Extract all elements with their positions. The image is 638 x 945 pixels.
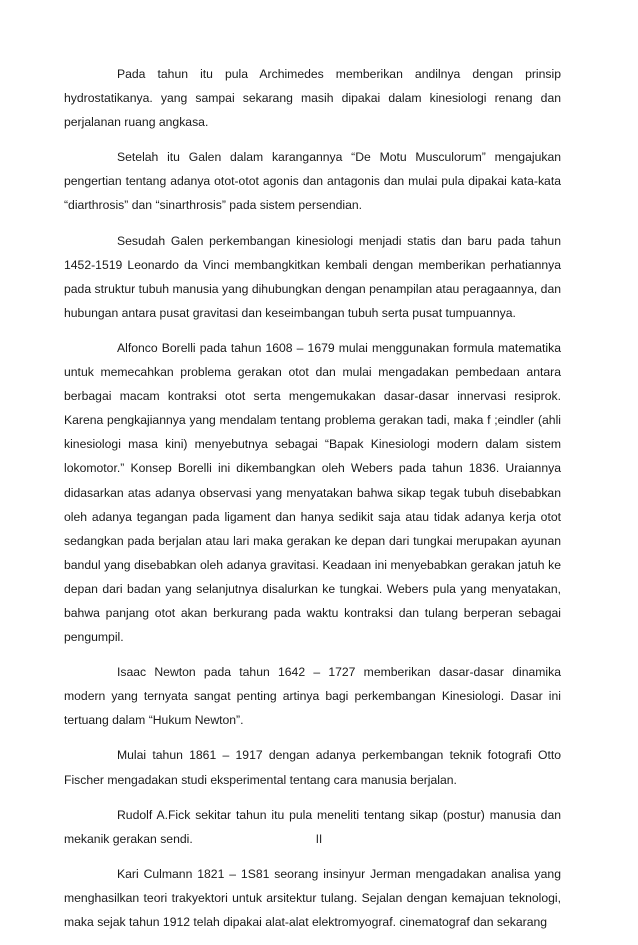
page-number: II xyxy=(315,834,323,846)
paragraph-leonardo: Sesudah Galen perkembangan kinesiologi menjadi statis dan baru pada tahun 1452-1519 Leonardo da Vinci membangkitkan kembali dengan memberikan perhatiannya pada struktur tubuh manusia yang dihubungkan dengan penampilan atau peragaannya, dan hubungan antara pusat gravitasi dan keseimbangan tubuh serta pusat tumpuannya. xyxy=(64,233,561,320)
document-body xyxy=(64,62,561,945)
paragraph-fischer: Mulai tahun 1861 – 1917 dengan adanya perkembangan teknik fotografi Otto Fischer mengadakan studi eksperimental tentang cara manusia berjalan. xyxy=(64,748,561,787)
paragraph-newton: Isaac Newton pada tahun 1642 – 1727 memberikan dasar-dasar dinamika modern yang ternyata sangat penting artinya bagi perkembangan Kinesiologi. Dasar ini tertuang dalam “Hukum Newton”. xyxy=(64,665,561,728)
paragraph-fick: Rudolf A.Fick sekitar tahun itu pula meneliti tentang sikap (postur) manusia dan mekanik gerakan sendi. xyxy=(64,807,561,846)
paragraph-borelli: Alfonco Borelli pada tahun 1608 – 1679 mulai menggunakan formula matematika untuk memecahkan problema gerakan otot dan mulai mengadakan pembedaan antara berbagai macam kontraksi otot serta mengemukakan dasar-dasar innervasi resiprok. Karena pengkajiannya yang mendalam tentang problema gerakan tadi, maka f ;eindler (ahli kinesiologi masa kini) menyebutnya sebagai “Bapak Kinesiologi modern dalam sistem lokomotor.” Konsep Borelli ini dikembangkan oleh Webers pada tahun 1836. Uraiannya didasarkan atas adanya observasi yang menyatakan bahwa sikap tegak tubuh disebabkan oleh adanya tegangan pada ligament dan hanya sedikit saja atau tidak adanya kerja otot sedangkan pada berjalan atau lari maka gerakan ke depan dari tungkai merupakan ayunan bandul yang disebabkan oleh adanya gravitasi. Keadaan ini menyebabkan gerakan jatuh ke depan dari badan yang selanjutnya disalurkan ke tungkai. Webers pula yang menyatakan, bahwa panjang otot akan berkurang pada waktu kontraksi dan tulang berperan sebagai pengumpil. xyxy=(64,340,561,645)
paragraph-galen: Setelah itu Galen dalam karangannya “De Motu Musculorum” mengajukan pengertian tentang adanya otot-otot agonis dan antagonis dan mulai pula dipakai kata-kata “diarthrosis” dan “sinarthrosis” pada sistem persendian. xyxy=(64,150,561,213)
paragraph-culmann: Kari Culmann 1821 – 1S81 seorang insinyur Jerman mengadakan analisa yang menghasilkan teori trakyektori untuk arsitektur tulang. Sejalan dengan kemajuan teknologi, maka sejak tahun 1912 telah dipakai alat-alat elektromyograf. cinematograf dan sekarang xyxy=(64,866,561,929)
paragraph-archimedes: Pada tahun itu pula Archimedes memberikan andilnya dengan prinsip hydrostatikanya. yang sampai sekarang masih dipakai dalam kinesiologi renang dan perjalanan ruang angkasa. xyxy=(64,67,561,130)
